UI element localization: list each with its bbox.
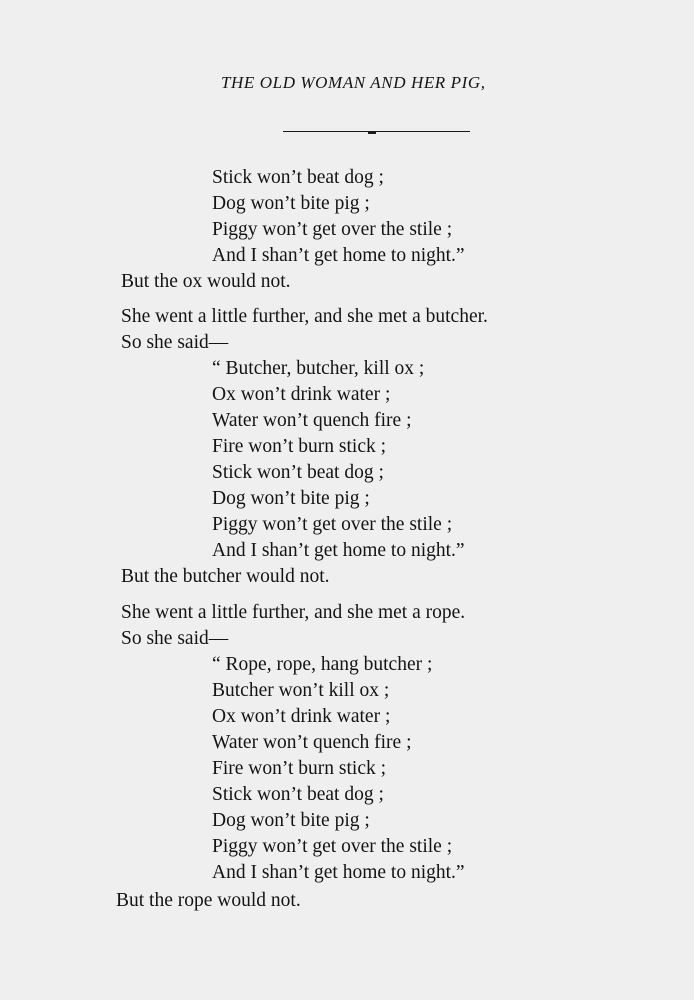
page-title: THE OLD WOMAN AND HER PIG, bbox=[221, 73, 486, 92]
verse-line: Dog won’t bite pig ; bbox=[212, 810, 370, 831]
prose-line: So she said— bbox=[121, 628, 229, 649]
verse-line: Piggy won’t get over the stile ; bbox=[212, 514, 453, 535]
verse-line: Stick won’t beat dog ; bbox=[212, 462, 384, 483]
verse-line: Fire won’t burn stick ; bbox=[212, 436, 387, 457]
verse-line: Butcher won’t kill ox ; bbox=[212, 680, 390, 701]
verse-line: Piggy won’t get over the stile ; bbox=[212, 219, 453, 240]
verse-line: Ox won’t drink water ; bbox=[212, 384, 391, 405]
verse-line: And I shan’t get home to night.” bbox=[212, 862, 465, 883]
verse-line: “ Rope, rope, hang butcher ; bbox=[212, 654, 433, 675]
verse-line: Water won’t quench fire ; bbox=[212, 410, 412, 431]
verse-line: Piggy won’t get over the stile ; bbox=[212, 836, 453, 857]
verse-line: And I shan’t get home to night.” bbox=[212, 540, 465, 561]
prose-line: She went a little further, and she met a butcher. bbox=[121, 306, 488, 327]
verse-line: Stick won’t beat dog ; bbox=[212, 784, 384, 805]
prose-line: So she said— bbox=[121, 332, 229, 353]
verse-line: “ Butcher, butcher, kill ox ; bbox=[212, 358, 425, 379]
verse-line: Water won’t quench fire ; bbox=[212, 732, 412, 753]
verse-line: And I shan’t get home to night.” bbox=[212, 245, 465, 266]
prose-line: But the rope would not. bbox=[116, 890, 301, 911]
prose-line: She went a little further, and she met a rope. bbox=[121, 602, 466, 623]
verse-line: Stick won’t beat dog ; bbox=[212, 167, 384, 188]
verse-line: Dog won’t bite pig ; bbox=[212, 488, 370, 509]
title-rule bbox=[283, 131, 470, 132]
verse-line: Ox won’t drink water ; bbox=[212, 706, 391, 727]
verse-line: Fire won’t burn stick ; bbox=[212, 758, 387, 779]
title-rule-ornament bbox=[368, 132, 376, 134]
prose-line: But the ox would not. bbox=[121, 271, 291, 292]
prose-line: But the butcher would not. bbox=[121, 566, 330, 587]
verse-line: Dog won’t bite pig ; bbox=[212, 193, 370, 214]
